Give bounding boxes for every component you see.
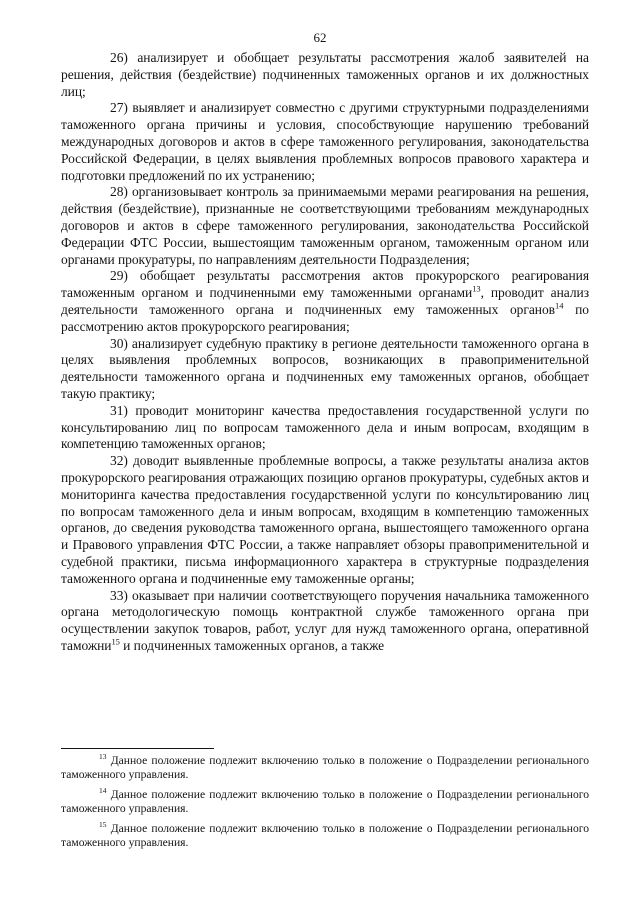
footnote-mark: 15: [99, 819, 107, 829]
footnote-text: Данное положение подлежит включению только в положение о Подразделении регионального таможенного управления.: [61, 821, 590, 850]
footnote-mark: 14: [99, 785, 107, 795]
paragraph-29-part-c: по рассмотрению актов прокурорского реагирования;: [61, 301, 590, 334]
paragraph-27: 27) выявляет и анализирует совместно с другими структурными подразделениями таможенного органа причины и условия, способствующие нарушению требований международных договоров и актов в сфере таможенного регулирования, законодательства Российской Федерации, в целях выявления проблемных вопросов правового характера и подготовки предложений по их устранению;: [61, 100, 589, 183]
paragraph-29: [61, 268, 589, 335]
paragraph-32: 32) доводит выявленные проблемные вопросы, а также результаты анализа актов прокурорского реагирования отражающих позицию органов прокуратуры, судебных актов и мониторинга качества предоставления государственной услуги по консультированию лиц по вопросам таможенного дела и иным вопросам, входящим в компетенцию таможенных органов, до сведения руководства таможенного органа, вышестоящего таможенного органа и Правового управления ФТС России, а также направляет обзоры правоприменительной и судебной практики, письма информационного характера в структурные подразделения таможенного органа и подчиненные ему таможенные органы;: [61, 453, 589, 586]
footnote-15: [61, 819, 590, 851]
paragraph-33: [61, 588, 589, 655]
paragraph-30: 30) анализирует судебную практику в регионе деятельности таможенного органа в целях выявления проблемных вопросов, возникающих в правоприменительной деятельности таможенного органа и подчиненных ему таможенных органов, обобщает такую практику;: [61, 335, 589, 401]
paragraph-26: 26) анализирует и обобщает результаты рассмотрения жалоб заявителей на решения, действия (бездействие) подчиненных таможенных органов и их должностных лиц;: [61, 50, 589, 99]
paragraph-28: 28) организовывает контроль за принимаемыми мерами реагирования на решения, действия (бездействие), признанные не соответствующими требованиям международных договоров и актов в сфере таможенного регулирования, законодательства Российской Федерации ФТС России, вышестоящим таможенным органом, таможенным органом или органами прокуратуры, по направлениям деятельности Подразделения;: [61, 184, 589, 267]
paragraph-29-part-a: 29) обобщает результаты рассмотрения актов прокурорского реагирования таможенным органом и подчиненными ему таможенными органами: [61, 268, 589, 301]
paragraph-33-part-b: и подчиненных таможенных органов, а также: [119, 637, 385, 653]
paragraph-33-part-a: 33) оказывает при наличии соответствующего поручения начальника таможенного органа методологическую помощь контрактной службе таможенного органа при осуществлении закупок товаров, работ, услуг для нужд таможенного органа, оперативной таможни: [61, 587, 589, 653]
footnote-text: Данное положение подлежит включению только в положение о Подразделении регионального таможенного управления.: [61, 787, 590, 816]
paragraph-31: 31) проводит мониторинг качества предоставления государственной услуги по консультированию лиц по вопросам таможенного дела и иным вопросам, входящим в компетенцию таможенных органов;: [61, 402, 589, 452]
footnote-ref-13[interactable]: 13: [472, 283, 481, 294]
footnote-13: [61, 754, 589, 783]
footnote-separator: [61, 748, 214, 749]
footnote-mark: 13: [99, 752, 107, 762]
main-text: [61, 50, 589, 655]
footnote-text: Данное положение подлежит включению только в положение о Подразделении регионального таможенного управления.: [61, 754, 590, 782]
footnote-ref-15[interactable]: 15: [111, 636, 120, 647]
footnote-ref-14[interactable]: 14: [555, 300, 564, 311]
footnote-14: [61, 785, 590, 817]
page-number: 62: [313, 30, 327, 45]
footnotes: [61, 754, 589, 855]
paragraph-29-part-b: , проводит анализ деятельности таможенного органа и подчиненных ему таможенных органов: [61, 285, 589, 317]
